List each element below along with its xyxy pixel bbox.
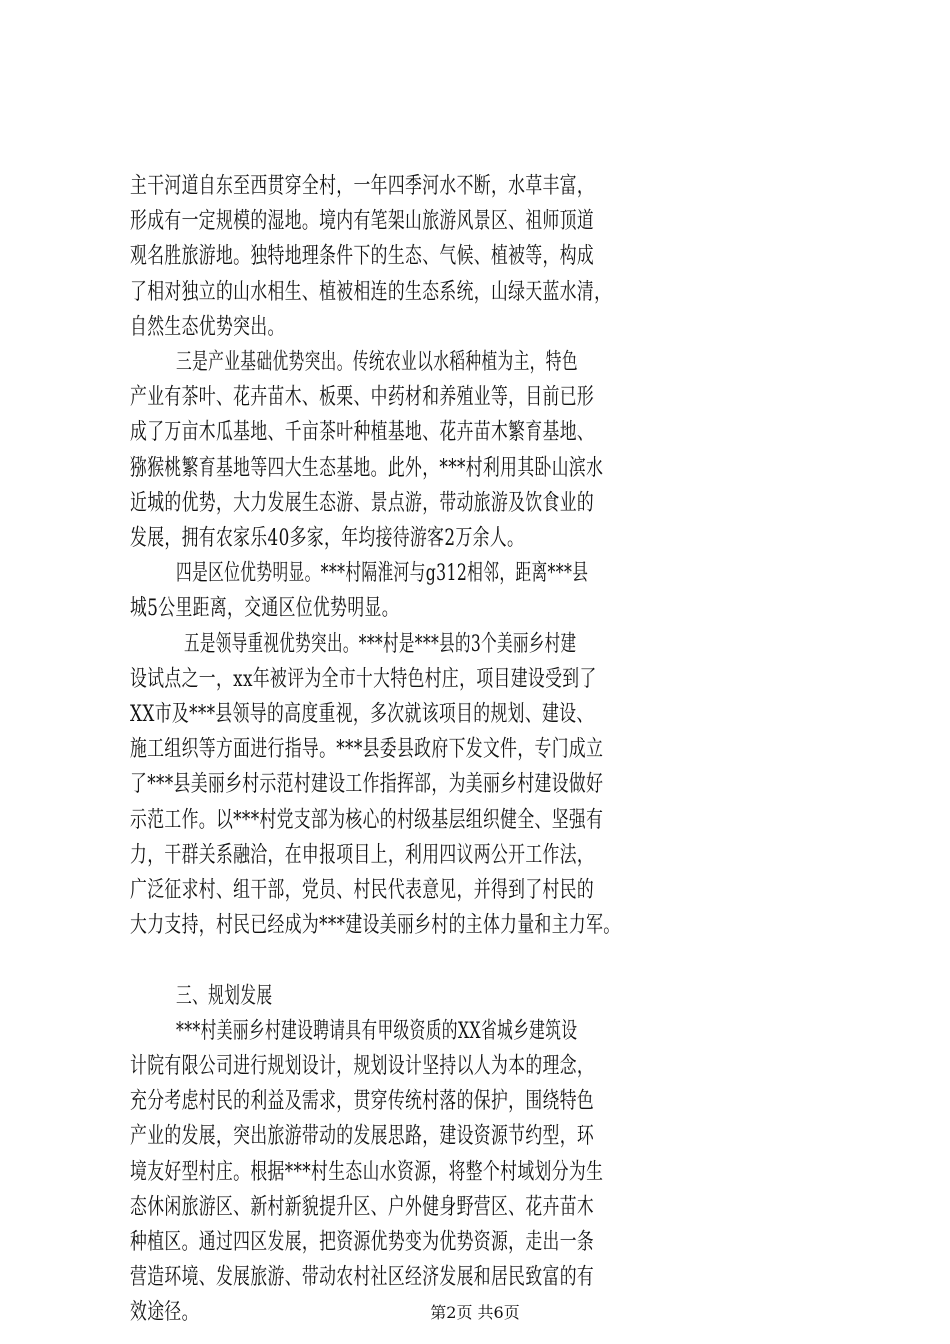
text-line: 施工组织等方面进行指导。***县委县政府下发文件，专门成立 bbox=[130, 736, 604, 763]
page-number-footer: 第2页 共6页 bbox=[430, 1303, 520, 1322]
text-line: 示范工作。以***村党支部为核心的村级基层组织健全、坚强有 bbox=[130, 806, 604, 833]
text-line: 广泛征求村、组干部，党员、村民代表意见，并得到了村民的 bbox=[130, 877, 595, 903]
text-line: 城5公里距离，交通区位优势明显。 bbox=[130, 595, 399, 622]
text-line: 充分考虑村民的利益及需求，贯穿传统村落的保护，围绕特色 bbox=[130, 1088, 595, 1115]
text-line: 种植区。通过四区发展，把资源优势变为优势资源，走出一条 bbox=[130, 1229, 595, 1255]
text-line: 计院有限公司进行规划设计，规划设计坚持以人为本的理念， bbox=[130, 1053, 595, 1079]
text-line: 了***县美丽乡村示范村建设工作指挥部，为美丽乡村建设做好 bbox=[130, 771, 604, 798]
text-line: 了相对独立的山水相生、植被相连的生态系统，山绿天蓝水清， bbox=[130, 278, 612, 305]
text-line: 自然生态优势突出。 bbox=[130, 313, 285, 340]
text-line: 力，干群关系融洽，在申报项目上，利用四议两公开工作法， bbox=[130, 841, 595, 868]
text-line: 境友好型村庄。根据***村生态山水资源，将整个村域划分为生 bbox=[130, 1158, 604, 1185]
paragraph-first-line: 五是领导重视优势突出。***村是***县的3个美丽乡村建 bbox=[184, 630, 577, 657]
text-line: 设试点之一，xx年被评为全市十大特色村庄，项目建设受到了 bbox=[130, 665, 597, 692]
paragraph-first-line: 四是区位优势明显。***村隔淮河与g312相邻，距离***县 bbox=[176, 560, 589, 587]
paragraph-first-line: 三是产业基础优势突出。传统农业以水稻种植为主，特色 bbox=[176, 349, 578, 375]
text-line: 产业有茶叶、花卉苗木、板栗、中药材和养殖业等，目前已形 bbox=[130, 384, 595, 411]
text-line: 近城的优势，大力发展生态游、景点游，带动旅游及饮食业的 bbox=[130, 489, 595, 516]
text-line: XX市及***县领导的高度重视，多次就该项目的规划、建设、 bbox=[130, 701, 594, 727]
text-line: 形成有一定规模的湿地。境内有笔架山旅游风景区、祖师顶道 bbox=[130, 208, 595, 235]
text-line: 猕猴桃繁育基地等四大生态基地。此外，***村利用其卧山滨水 bbox=[130, 454, 604, 481]
text-line: 营造环境、发展旅游、带动农村社区经济发展和居民致富的有 bbox=[130, 1264, 595, 1291]
section-heading: 三、规划发展 bbox=[176, 982, 273, 1009]
text-line: 产业的发展，突出旅游带动的发展思路，建设资源节约型，环 bbox=[130, 1123, 595, 1150]
text-line: 主干河道自东至西贯穿全村，一年四季河水不断，水草丰富， bbox=[130, 173, 595, 199]
text-line: 态休闲旅游区、新村新貌提升区、户外健身野营区、花卉苗木 bbox=[130, 1193, 595, 1220]
text-line: 发展，拥有农家乐40多家，年均接待游客2万余人。 bbox=[130, 525, 525, 551]
text-line: 成了万亩木瓜基地、千亩茶叶种植基地、花卉苗木繁育基地、 bbox=[130, 419, 595, 446]
text-line: 观名胜旅游地。独特地理条件下的生态、气候、植被等，构成 bbox=[130, 243, 595, 270]
paragraph-first-line: ***村美丽乡村建设聘请具有甲级资质的XX省城乡建筑设 bbox=[176, 1017, 578, 1044]
text-line: 效途径。 bbox=[130, 1299, 199, 1326]
text-line: 大力支持，村民已经成为***建设美丽乡村的主体力量和主力军。 bbox=[130, 912, 621, 939]
